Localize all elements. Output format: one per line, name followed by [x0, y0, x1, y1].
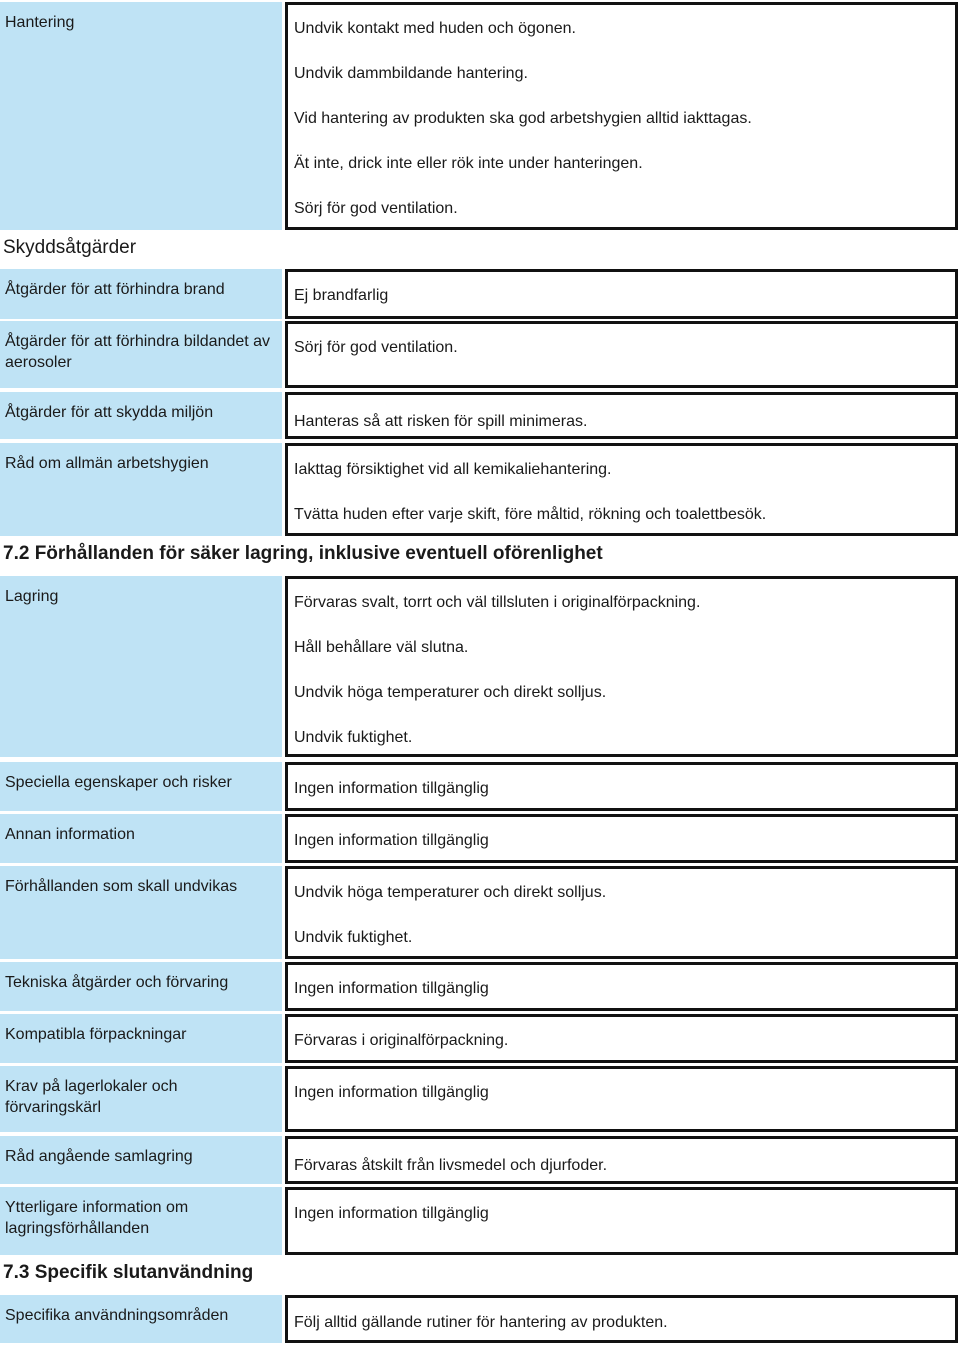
aerosol-value	[285, 321, 958, 388]
other-value	[285, 814, 958, 863]
aerosol-label-text: Åtgärder för att förhindra bildandet av aerosoler	[5, 333, 271, 371]
lagring-line: Undvik höga temperaturer och direkt solljus.	[294, 684, 607, 701]
handling-label-text: Hantering	[5, 14, 75, 31]
hygiene-value	[285, 443, 958, 536]
handling-value	[285, 2, 958, 230]
storage-heading: 7.2 Förhållanden för säker lagring, inklusive eventuell oförenlighet	[3, 543, 603, 564]
environment-label	[0, 392, 282, 439]
more-info-value	[285, 1187, 958, 1255]
use-areas-label-text: Specifika användningsområden	[5, 1307, 229, 1324]
environment-value-text: Hanteras så att risken för spill minimeras.	[294, 413, 588, 430]
handling-line: Ät inte, drick inte eller rök inte under hanteringen.	[294, 155, 643, 172]
fire-label-text: Åtgärder för att förhindra brand	[5, 281, 225, 298]
requirements-value	[285, 1066, 958, 1132]
handling-label	[0, 2, 282, 230]
special-value-text: Ingen information tillgänglig	[294, 780, 489, 797]
tech-label-text: Tekniska åtgärder och förvaring	[5, 974, 229, 991]
fire-value-text: Ej brandfarlig	[294, 287, 389, 304]
use-areas-value-text: Följ alltid gällande rutiner för hantering av produkten.	[294, 1314, 668, 1331]
requirements-label-text: Krav på lagerlokaler och förvaringskärl	[5, 1078, 178, 1116]
hygiene-line: Tvätta huden efter varje skift, före måltid, rökning och toalettbesök.	[294, 506, 767, 523]
handling-line: Sörj för god ventilation.	[294, 200, 458, 217]
fire-label	[0, 269, 282, 319]
special-value	[285, 762, 958, 811]
special-label	[0, 762, 282, 811]
handling-line: Undvik kontakt med huden och ögonen.	[294, 20, 576, 37]
tech-value-text: Ingen information tillgänglig	[294, 980, 489, 997]
hygiene-line: Iakttag försiktighet vid all kemikaliehantering.	[294, 461, 612, 478]
requirements-label	[0, 1066, 282, 1132]
tech-value	[285, 962, 958, 1011]
lagring-line: Förvaras svalt, torrt och väl tillsluten i originalförpackning.	[294, 594, 701, 611]
compat-value	[285, 1014, 958, 1063]
handling-line: Undvik dammbildande hantering.	[294, 65, 528, 82]
use-areas-value	[285, 1295, 958, 1343]
more-info-label-text: Ytterligare information om lagringsförhållanden	[5, 1199, 189, 1237]
avoid-value	[285, 866, 958, 959]
tech-label	[0, 962, 282, 1011]
hygiene-label-text: Råd om allmän arbetshygien	[5, 455, 209, 472]
lagring-value	[285, 576, 958, 757]
handling-line: Vid hantering av produkten ska god arbetshygien alltid iakttagas.	[294, 110, 752, 127]
colocation-value	[285, 1136, 958, 1184]
end-use-heading: 7.3 Specifik slutanvändning	[3, 1262, 254, 1283]
protective-heading: Skyddsåtgärder	[3, 237, 137, 258]
colocation-value-text: Förvaras åtskilt från livsmedel och djurfoder.	[294, 1157, 608, 1174]
other-label-text: Annan information	[5, 826, 135, 843]
aerosol-label	[0, 321, 282, 388]
avoid-line: Undvik höga temperaturer och direkt solljus.	[294, 884, 607, 901]
hygiene-label	[0, 443, 282, 536]
more-info-value-text: Ingen information tillgänglig	[294, 1205, 489, 1222]
avoid-label	[0, 866, 282, 959]
aerosol-value-text: Sörj för god ventilation.	[294, 339, 458, 356]
requirements-value-text: Ingen information tillgänglig	[294, 1084, 489, 1101]
use-areas-label	[0, 1295, 282, 1343]
fire-value	[285, 269, 958, 319]
lagring-label	[0, 576, 282, 757]
special-label-text: Speciella egenskaper och risker	[5, 774, 232, 791]
compat-value-text: Förvaras i originalförpackning.	[294, 1032, 509, 1049]
colocation-label	[0, 1136, 282, 1184]
lagring-label-text: Lagring	[5, 588, 59, 605]
compat-label-text: Kompatibla förpackningar	[5, 1026, 187, 1043]
compat-label	[0, 1014, 282, 1063]
avoid-label-text: Förhållanden som skall undvikas	[5, 878, 238, 895]
environment-label-text: Åtgärder för att skydda miljön	[5, 404, 214, 421]
other-value-text: Ingen information tillgänglig	[294, 832, 489, 849]
lagring-line: Håll behållare väl slutna.	[294, 639, 469, 656]
environment-value	[285, 392, 958, 439]
lagring-line: Undvik fuktighet.	[294, 729, 413, 746]
colocation-label-text: Råd angående samlagring	[5, 1148, 193, 1165]
more-info-label	[0, 1187, 282, 1255]
avoid-line: Undvik fuktighet.	[294, 929, 413, 946]
other-label	[0, 814, 282, 863]
